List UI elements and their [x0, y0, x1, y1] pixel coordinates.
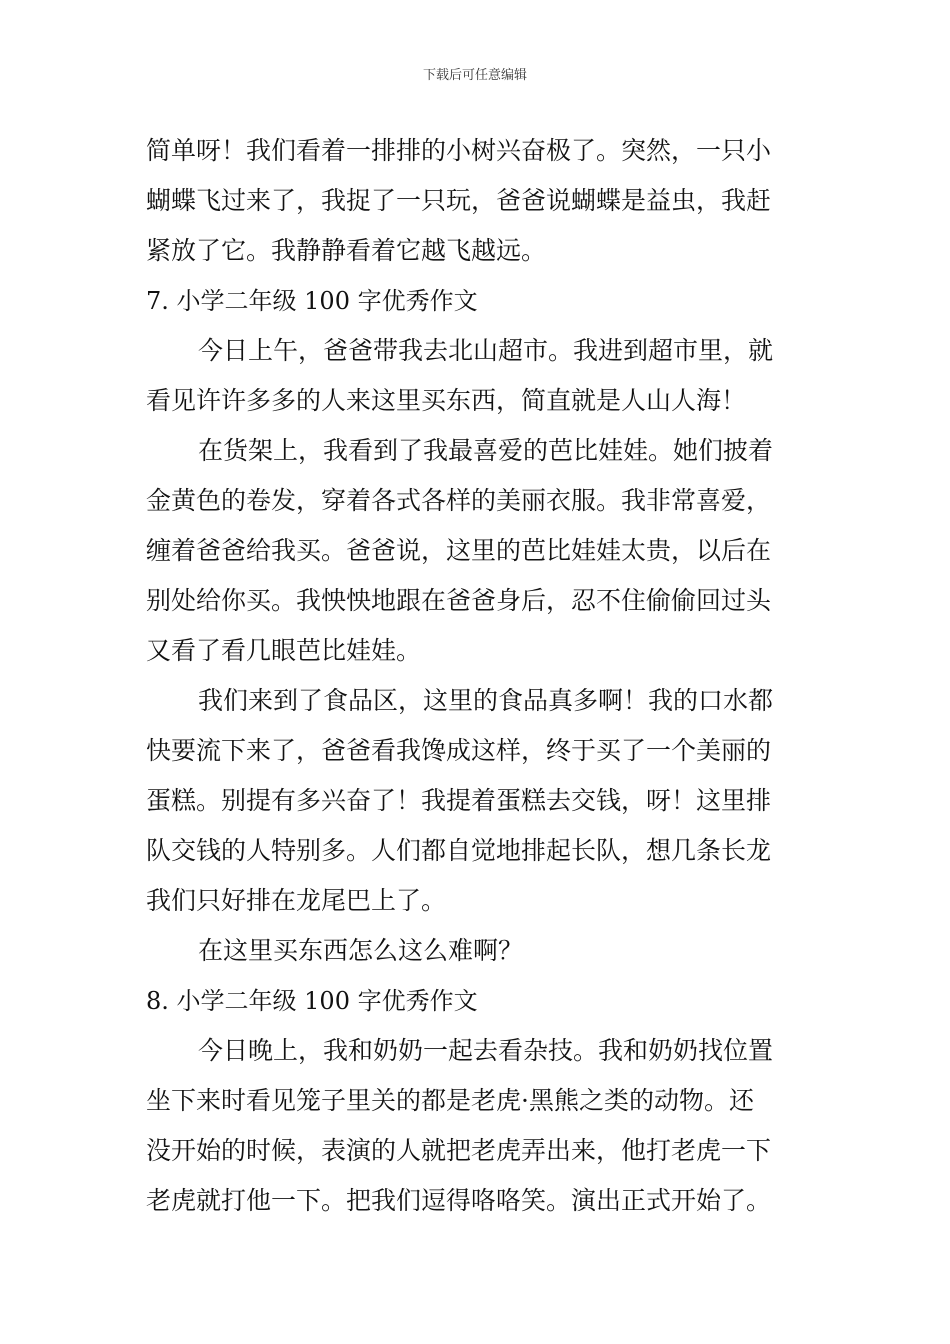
text-line: 紧放了它。我静静看着它越飞越远。	[146, 236, 547, 265]
text-line: 快要流下来了，爸爸看我馋成这样，终于买了一个美丽的	[146, 736, 772, 765]
text-line: 坐下来时看见笼子里关的都是老虎·黑熊之类的动物。还	[146, 1086, 754, 1115]
text-line: 别处给你买。我怏怏地跟在爸爸身后，忍不住偷偷回过头	[146, 586, 772, 615]
text-line: 简单呀！我们看着一排排的小树兴奋极了。突然，一只小	[146, 136, 772, 165]
paragraph-first-line: 我们来到了食品区，这里的食品真多啊！我的口水都	[198, 686, 774, 715]
text-line: 金黄色的卷发，穿着各式各样的美丽衣服。我非常喜爱，	[146, 486, 772, 515]
document-body	[146, 126, 806, 1226]
section-heading: 8. 小学二年级 100 字优秀作文	[146, 987, 478, 1015]
text-line: 看见许许多多的人来这里买东西，简直就是人山人海！	[146, 386, 747, 415]
text-line: 又看了看几眼芭比娃娃。	[146, 636, 422, 665]
section-heading: 7. 小学二年级 100 字优秀作文	[146, 287, 478, 315]
text-line: 我们只好排在龙尾巴上了。	[146, 886, 447, 915]
paragraph-first-line: 在这里买东西怎么这么难啊？	[198, 936, 524, 965]
text-line: 没开始的时候，表演的人就把老虎弄出来，他打老虎一下	[146, 1136, 772, 1165]
page-header: 下载后可任意编辑	[422, 68, 527, 83]
text-line: 蝴蝶飞过来了，我捉了一只玩，爸爸说蝴蝶是益虫，我赶	[146, 186, 772, 215]
text-line: 老虎就打他一下。把我们逗得咯咯笑。演出正式开始了。	[146, 1186, 772, 1215]
text-line: 队交钱的人特别多。人们都自觉地排起长队，想几条长龙	[146, 836, 772, 865]
text-line: 缠着爸爸给我买。爸爸说，这里的芭比娃娃太贵，以后在	[146, 536, 772, 565]
paragraph-first-line: 今日上午，爸爸带我去北山超市。我进到超市里，就	[198, 336, 774, 365]
paragraph-first-line: 在货架上，我看到了我最喜爱的芭比娃娃。她们披着	[198, 436, 774, 465]
paragraph-first-line: 今日晚上，我和奶奶一起去看杂技。我和奶奶找位置	[198, 1036, 774, 1065]
text-line: 蛋糕。别提有多兴奋了！我提着蛋糕去交钱，呀！这里排	[146, 786, 772, 815]
